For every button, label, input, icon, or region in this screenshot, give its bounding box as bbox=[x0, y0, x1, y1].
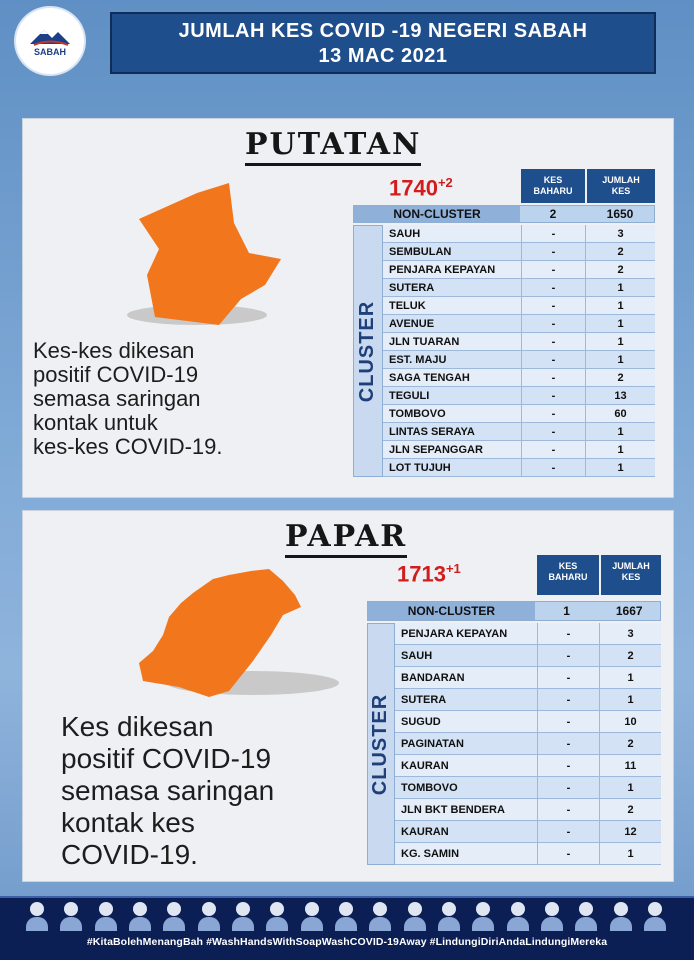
total-increase: +2 bbox=[437, 175, 453, 190]
non-cluster-label: NON-CLUSTER bbox=[354, 206, 520, 222]
non-cluster-new: 1 bbox=[563, 604, 570, 618]
description-line: kontak untuk bbox=[33, 410, 158, 435]
table-row: SAGA TENGAH - 2 bbox=[383, 369, 655, 387]
table-row: SUGUD - 10 bbox=[395, 711, 661, 733]
table-row: KG. SAMIN - 1 bbox=[395, 843, 661, 865]
frontliner-illustration bbox=[26, 902, 666, 932]
table-row: TOMBOVO - 1 bbox=[395, 777, 661, 799]
description-line: semasa saringan bbox=[61, 775, 275, 806]
total-value: 1713 bbox=[397, 561, 446, 587]
non-cluster-total: 1650 bbox=[606, 207, 634, 221]
non-cluster-new: 2 bbox=[549, 207, 557, 221]
person-icon bbox=[163, 902, 185, 932]
description-papar bbox=[61, 711, 274, 871]
description-line: Kes dikesan bbox=[61, 711, 214, 742]
description-line: Kes-kes dikesan bbox=[33, 338, 195, 363]
table-row: SAUH - 2 bbox=[395, 645, 661, 667]
papar-panel bbox=[22, 510, 674, 882]
table-row: TEGULI - 13 bbox=[383, 387, 655, 405]
description-line: kontak kes bbox=[61, 807, 195, 838]
person-icon bbox=[198, 902, 220, 932]
person-icon bbox=[541, 902, 563, 932]
district-title-papar: PAPAR bbox=[285, 519, 407, 558]
non-cluster-row bbox=[367, 601, 661, 621]
person-icon bbox=[507, 902, 529, 932]
table-row: EST. MAJU - 1 bbox=[383, 351, 655, 369]
putatan-map-icon bbox=[119, 179, 289, 329]
description-line: semasa saringan bbox=[33, 386, 201, 411]
table-row: LOT TUJUH - 1 bbox=[383, 459, 655, 477]
total-cases-putatan bbox=[389, 175, 453, 201]
table-row: LINTAS SERAYA - 1 bbox=[383, 423, 655, 441]
table-row: SUTERA - 1 bbox=[383, 279, 655, 297]
footer-hashtags: #KitaBolehMenangBah #WashHandsWithSoapWashCOVID-19Away #LindungiDiriAndaLindungiMereka bbox=[86, 936, 608, 948]
person-icon bbox=[644, 902, 666, 932]
non-cluster-label: NON-CLUSTER bbox=[368, 602, 535, 620]
person-icon bbox=[301, 902, 323, 932]
table-row: AVENUE - 1 bbox=[383, 315, 655, 333]
person-icon bbox=[232, 902, 254, 932]
table-row: TELUK - 1 bbox=[383, 297, 655, 315]
table-row: SAUH - 3 bbox=[383, 225, 655, 243]
total-value: 1740 bbox=[389, 175, 438, 201]
person-icon bbox=[26, 902, 48, 932]
person-icon bbox=[335, 902, 357, 932]
table-row: BANDARAN - 1 bbox=[395, 667, 661, 689]
person-icon bbox=[266, 902, 288, 932]
table-row: JLN BKT BENDERA - 2 bbox=[395, 799, 661, 821]
cluster-rows bbox=[383, 225, 655, 477]
non-cluster-row bbox=[353, 205, 655, 223]
person-icon bbox=[438, 902, 460, 932]
header-new-cases: KES BAHARU bbox=[537, 555, 599, 595]
papar-map-icon bbox=[133, 565, 353, 705]
header-total-cases: JUMLAH KES bbox=[587, 169, 655, 203]
cluster-label: CLUSTER bbox=[367, 623, 395, 865]
description-line: positif COVID-19 bbox=[61, 743, 272, 774]
header-total-cases: JUMLAH KES bbox=[601, 555, 661, 595]
table-row: KAURAN - 12 bbox=[395, 821, 661, 843]
header-new-cases: KES BAHARU bbox=[521, 169, 585, 203]
description-line: positif COVID-19 bbox=[33, 362, 199, 387]
title-banner bbox=[110, 12, 656, 74]
description-putatan bbox=[33, 339, 223, 459]
person-icon bbox=[95, 902, 117, 932]
table-row: JLN TUARAN - 1 bbox=[383, 333, 655, 351]
page-date: 13 MAC 2021 bbox=[318, 45, 448, 67]
non-cluster-total: 1667 bbox=[615, 604, 643, 618]
person-icon bbox=[472, 902, 494, 932]
table-row: KAURAN - 11 bbox=[395, 755, 661, 777]
total-cases-papar bbox=[397, 561, 461, 587]
logo-text: SABAH bbox=[33, 46, 66, 57]
table-row: PENJARA KEPAYAN - 2 bbox=[383, 261, 655, 279]
cluster-label: CLUSTER bbox=[353, 225, 383, 477]
table-row: JLN SEPANGGAR - 1 bbox=[383, 441, 655, 459]
person-icon bbox=[404, 902, 426, 932]
mountain-logo-icon bbox=[28, 26, 72, 46]
table-header bbox=[537, 555, 661, 595]
putatan-panel bbox=[22, 118, 674, 498]
table-row: TOMBOVO - 60 bbox=[383, 405, 655, 423]
person-icon bbox=[369, 902, 391, 932]
person-icon bbox=[575, 902, 597, 932]
description-line: COVID-19. bbox=[61, 839, 198, 870]
total-increase: +1 bbox=[445, 561, 461, 576]
person-icon bbox=[610, 902, 632, 932]
table-header bbox=[521, 169, 655, 203]
person-icon bbox=[60, 902, 82, 932]
sabah-logo bbox=[14, 6, 86, 76]
table-row: PAGINATAN - 2 bbox=[395, 733, 661, 755]
table-row: SUTERA - 1 bbox=[395, 689, 661, 711]
district-title-putatan: PUTATAN bbox=[245, 127, 421, 166]
cluster-rows bbox=[395, 623, 661, 865]
person-icon bbox=[129, 902, 151, 932]
table-row: PENJARA KEPAYAN - 3 bbox=[395, 623, 661, 645]
footer-banner bbox=[0, 896, 694, 960]
table-row: SEMBULAN - 2 bbox=[383, 243, 655, 261]
page-title: JUMLAH KES COVID -19 NEGERI SABAH bbox=[178, 20, 588, 42]
description-line: kes-kes COVID-19. bbox=[33, 434, 223, 459]
